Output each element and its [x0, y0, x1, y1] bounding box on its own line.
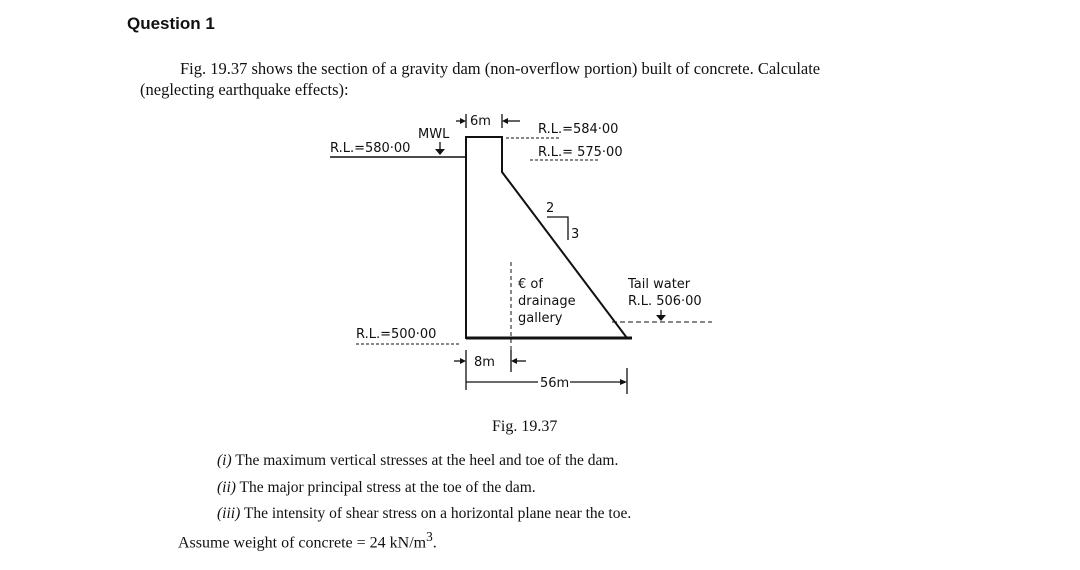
assumption-end: .: [432, 534, 437, 552]
top-width-label: 6m: [470, 114, 491, 129]
rl-water-left-label: R.L.=580·00: [330, 141, 411, 156]
tailwater-label-1: Tail water: [628, 277, 691, 292]
assumption-text: Assume weight of concrete = 24 kN/m: [178, 534, 427, 552]
task-text: The maximum vertical stresses at the heel and toe of the dam.: [235, 452, 619, 469]
intro-line-1: Fig. 19.37 shows the section of a gravity dam (non-overflow portion) built of concrete. Calculate: [180, 59, 821, 78]
mwl-label: MWL: [418, 127, 450, 142]
question-heading: Question 1: [127, 14, 215, 33]
slope-h-label: 2: [546, 201, 555, 216]
dim-56m-label: 56m: [540, 376, 570, 391]
task-text: The intensity of shear stress on a horizontal plane near the toe.: [243, 505, 632, 522]
assumption-line: [178, 529, 437, 552]
gallery-label-3: gallery: [518, 311, 563, 326]
top-dim-left-head: [460, 118, 466, 124]
rl-slope-start-label: R.L.= 575·00: [538, 145, 623, 160]
dim-56m-right-head: [620, 379, 627, 385]
dim-8m-right-head: [511, 358, 517, 364]
rl-base-label: R.L.=500·00: [356, 327, 437, 342]
gallery-label-1: € of: [518, 277, 543, 292]
task-item: [217, 452, 618, 470]
assumption-superscript: 3: [426, 529, 433, 544]
intro-line-2: (neglecting earthquake effects):: [140, 80, 349, 99]
task-number: (ii): [217, 479, 236, 496]
figure-caption: Fig. 19.37: [492, 418, 558, 435]
dim-8m-label: 8m: [474, 355, 495, 370]
task-number: (i): [217, 452, 232, 469]
task-number: (iii): [217, 505, 241, 522]
task-item: [217, 505, 631, 523]
task-item: [217, 479, 536, 497]
slope-v-label: 3: [571, 227, 580, 242]
rl-top-dam-label: R.L.=584·00: [538, 122, 619, 137]
task-text: The major principal stress at the toe of the dam.: [239, 479, 536, 496]
dim-8m-left-head: [460, 358, 466, 364]
top-dim-right-head: [502, 118, 508, 124]
gallery-label-2: drainage: [518, 294, 576, 309]
mwl-arrow-head: [435, 149, 445, 155]
tailwater-label-2: R.L. 506·00: [628, 294, 702, 309]
tailwater-arrow-head: [656, 315, 666, 321]
